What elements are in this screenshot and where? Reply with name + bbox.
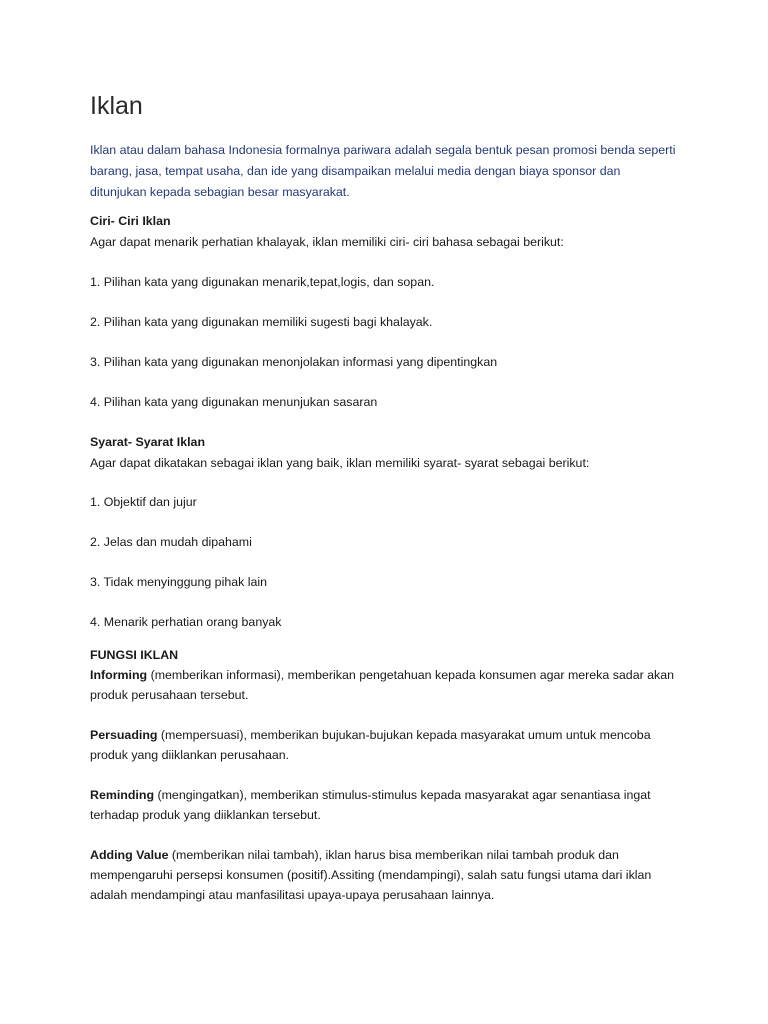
fungsi-text: (memberikan informasi), memberikan pengetahuan kepada konsumen agar mereka sadar akan produk perusahaan tersebut. (90, 668, 675, 702)
syarat-lead: Agar dapat dikatakan sebagai iklan yang baik, iklan memiliki syarat- syarat sebagai berikut: (90, 456, 590, 470)
fungsi-item (90, 785, 680, 825)
syarat-item: 4. Menarik perhatian orang banyak (90, 615, 282, 629)
fungsi-term: Persuading (90, 728, 158, 742)
fungsi-term: Informing (90, 668, 148, 682)
syarat-item: 1. Objektif dan jujur (90, 495, 197, 509)
fungsi-text: (mengingatkan), memberikan stimulus-stimulus kepada masyarakat agar senantiasa ingat terhadap produk yang diiklankan tersebut. (90, 788, 651, 822)
ciri-item: 1. Pilihan kata yang digunakan menarik,tepat,logis, dan sopan. (90, 275, 435, 289)
fungsi-heading: FUNGSI IKLAN (90, 648, 179, 662)
syarat-item: 2. Jelas dan mudah dipahami (90, 535, 252, 549)
fungsi-item (90, 725, 680, 765)
ciri-item: 3. Pilihan kata yang digunakan menonjolakan informasi yang dipentingkan (90, 355, 498, 369)
ciri-lead: Agar dapat menarik perhatian khalayak, iklan memiliki ciri- ciri bahasa sebagai berikut: (90, 235, 564, 249)
fungsi-item (90, 845, 680, 905)
fungsi-term: Reminding (90, 788, 155, 802)
ciri-item: 2. Pilihan kata yang digunakan memiliki sugesti bagi khalayak. (90, 315, 433, 329)
ciri-heading: Ciri- Ciri Iklan (90, 214, 171, 228)
intro-paragraph: Iklan atau dalam bahasa Indonesia formalnya pariwara adalah segala bentuk pesan promosi benda seperti barang, jasa, tempat usaha, dan ide yang disampaikan melalui media dengan biaya sponsor dan ditunjukan kepada sebagian besar masyarakat. (90, 143, 676, 199)
fungsi-item (90, 665, 680, 705)
syarat-item: 3. Tidak menyinggung pihak lain (90, 575, 268, 589)
fungsi-term: Adding Value (90, 848, 169, 862)
fungsi-text: (mempersuasi), memberikan bujukan-bujukan kepada masyarakat umum untuk mencoba produk yang diiklankan perusahaan. (90, 728, 651, 762)
syarat-heading: Syarat- Syarat Iklan (90, 435, 206, 449)
fungsi-text: (memberikan nilai tambah), iklan harus bisa memberikan nilai tambah produk dan mempengaruhi persepsi konsumen (positif).Assiting (mendampingi), salah satu fungsi utama dari iklan adalah mendampingi atau manfasilitasi upaya-upaya perusahaan lainnya. (90, 848, 652, 902)
document-title: Iklan (90, 92, 143, 120)
ciri-item: 4. Pilihan kata yang digunakan menunjukan sasaran (90, 395, 378, 409)
